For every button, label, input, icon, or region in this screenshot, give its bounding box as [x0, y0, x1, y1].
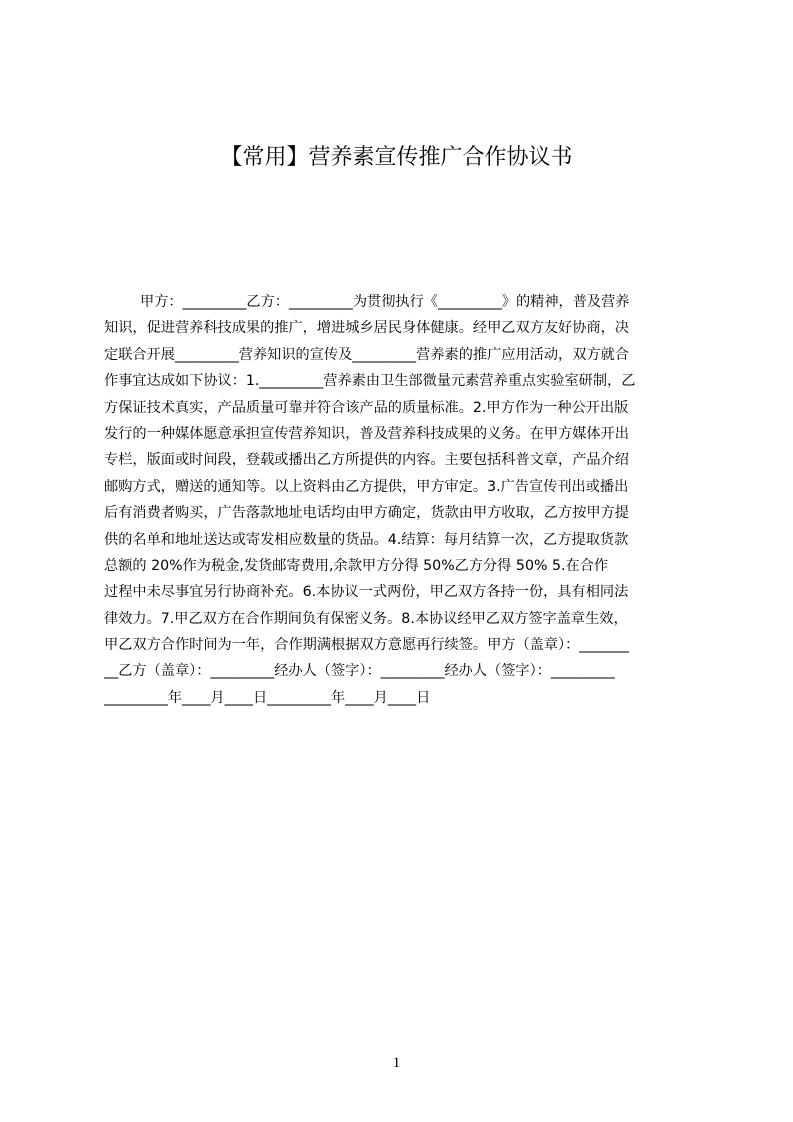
body-line: 过程中未尽事宜另行协商补充。6.本协议一式两份，甲乙双方各持一份，具有相同法 [104, 584, 629, 601]
body-line: 邮购方式，赠送的通知等。以上资料由乙方提供，甲方审定。3.广告宣传刊出或播出 [104, 478, 629, 495]
body-line: 律效力。7.甲乙双方在合作期间负有保密义务。8.本协议经甲乙双方签字盖章生效， [104, 610, 628, 627]
document-title: 【常用】营养素宣传推广合作协议书 [220, 145, 573, 170]
body-line: 方保证技术真实，产品质量可靠并符合该产品的质量标准。2.甲方作为一种公开出版 [104, 399, 629, 416]
body-line: 专栏，版面或时间段，登载或播出乙方所提供的内容。主要包括科普文章，产品介绍 [104, 452, 629, 469]
body-line: 作事宜达成如下协议：1._________营养素由卫生部微量元素营养重点实验室研制，乙 [104, 373, 636, 390]
body-line: 知识，促进营养科技成果的推广，增进城乡居民身体健康。经甲乙双方友好协商，决 [104, 320, 629, 337]
body-line: 后有消费者购买，广告落款地址电话均由甲方确定，货款由甲方收取，乙方按甲方提 [104, 505, 629, 522]
page-number: 1 [392, 1055, 401, 1071]
body-line: 定联合开展_________营养知识的宣传及_________营养素的推广应用活动，双方就合 [104, 346, 629, 363]
agreement-body [104, 289, 698, 711]
body-line: 供的名单和地址送达或寄发相应数量的货品。4.结算：每月结算一次，乙方提取货款 [104, 531, 629, 548]
body-line: _________年____月____日_________年____月____日 [104, 689, 431, 706]
body-line: 发行的一种媒体愿意承担宣传营养知识，普及营养科技成果的义务。在甲方媒体开出 [104, 425, 629, 442]
body-line: 总额的 20%作为税金,发货邮寄费用,余款甲方分得 50%乙方分得 50% 5.在合作 [104, 557, 609, 574]
body-line: 甲方：_________乙方：_________为贯彻执行《_________》的精神，普及营养 [140, 294, 630, 310]
body-line: __乙方（盖章）：_________经办人（签字）：_________经办人（签字）：_________ [104, 663, 615, 680]
body-line: 甲乙双方合作时间为一年，合作期满根据双方意愿再行续签。甲方（盖章）：_______ [104, 637, 629, 654]
